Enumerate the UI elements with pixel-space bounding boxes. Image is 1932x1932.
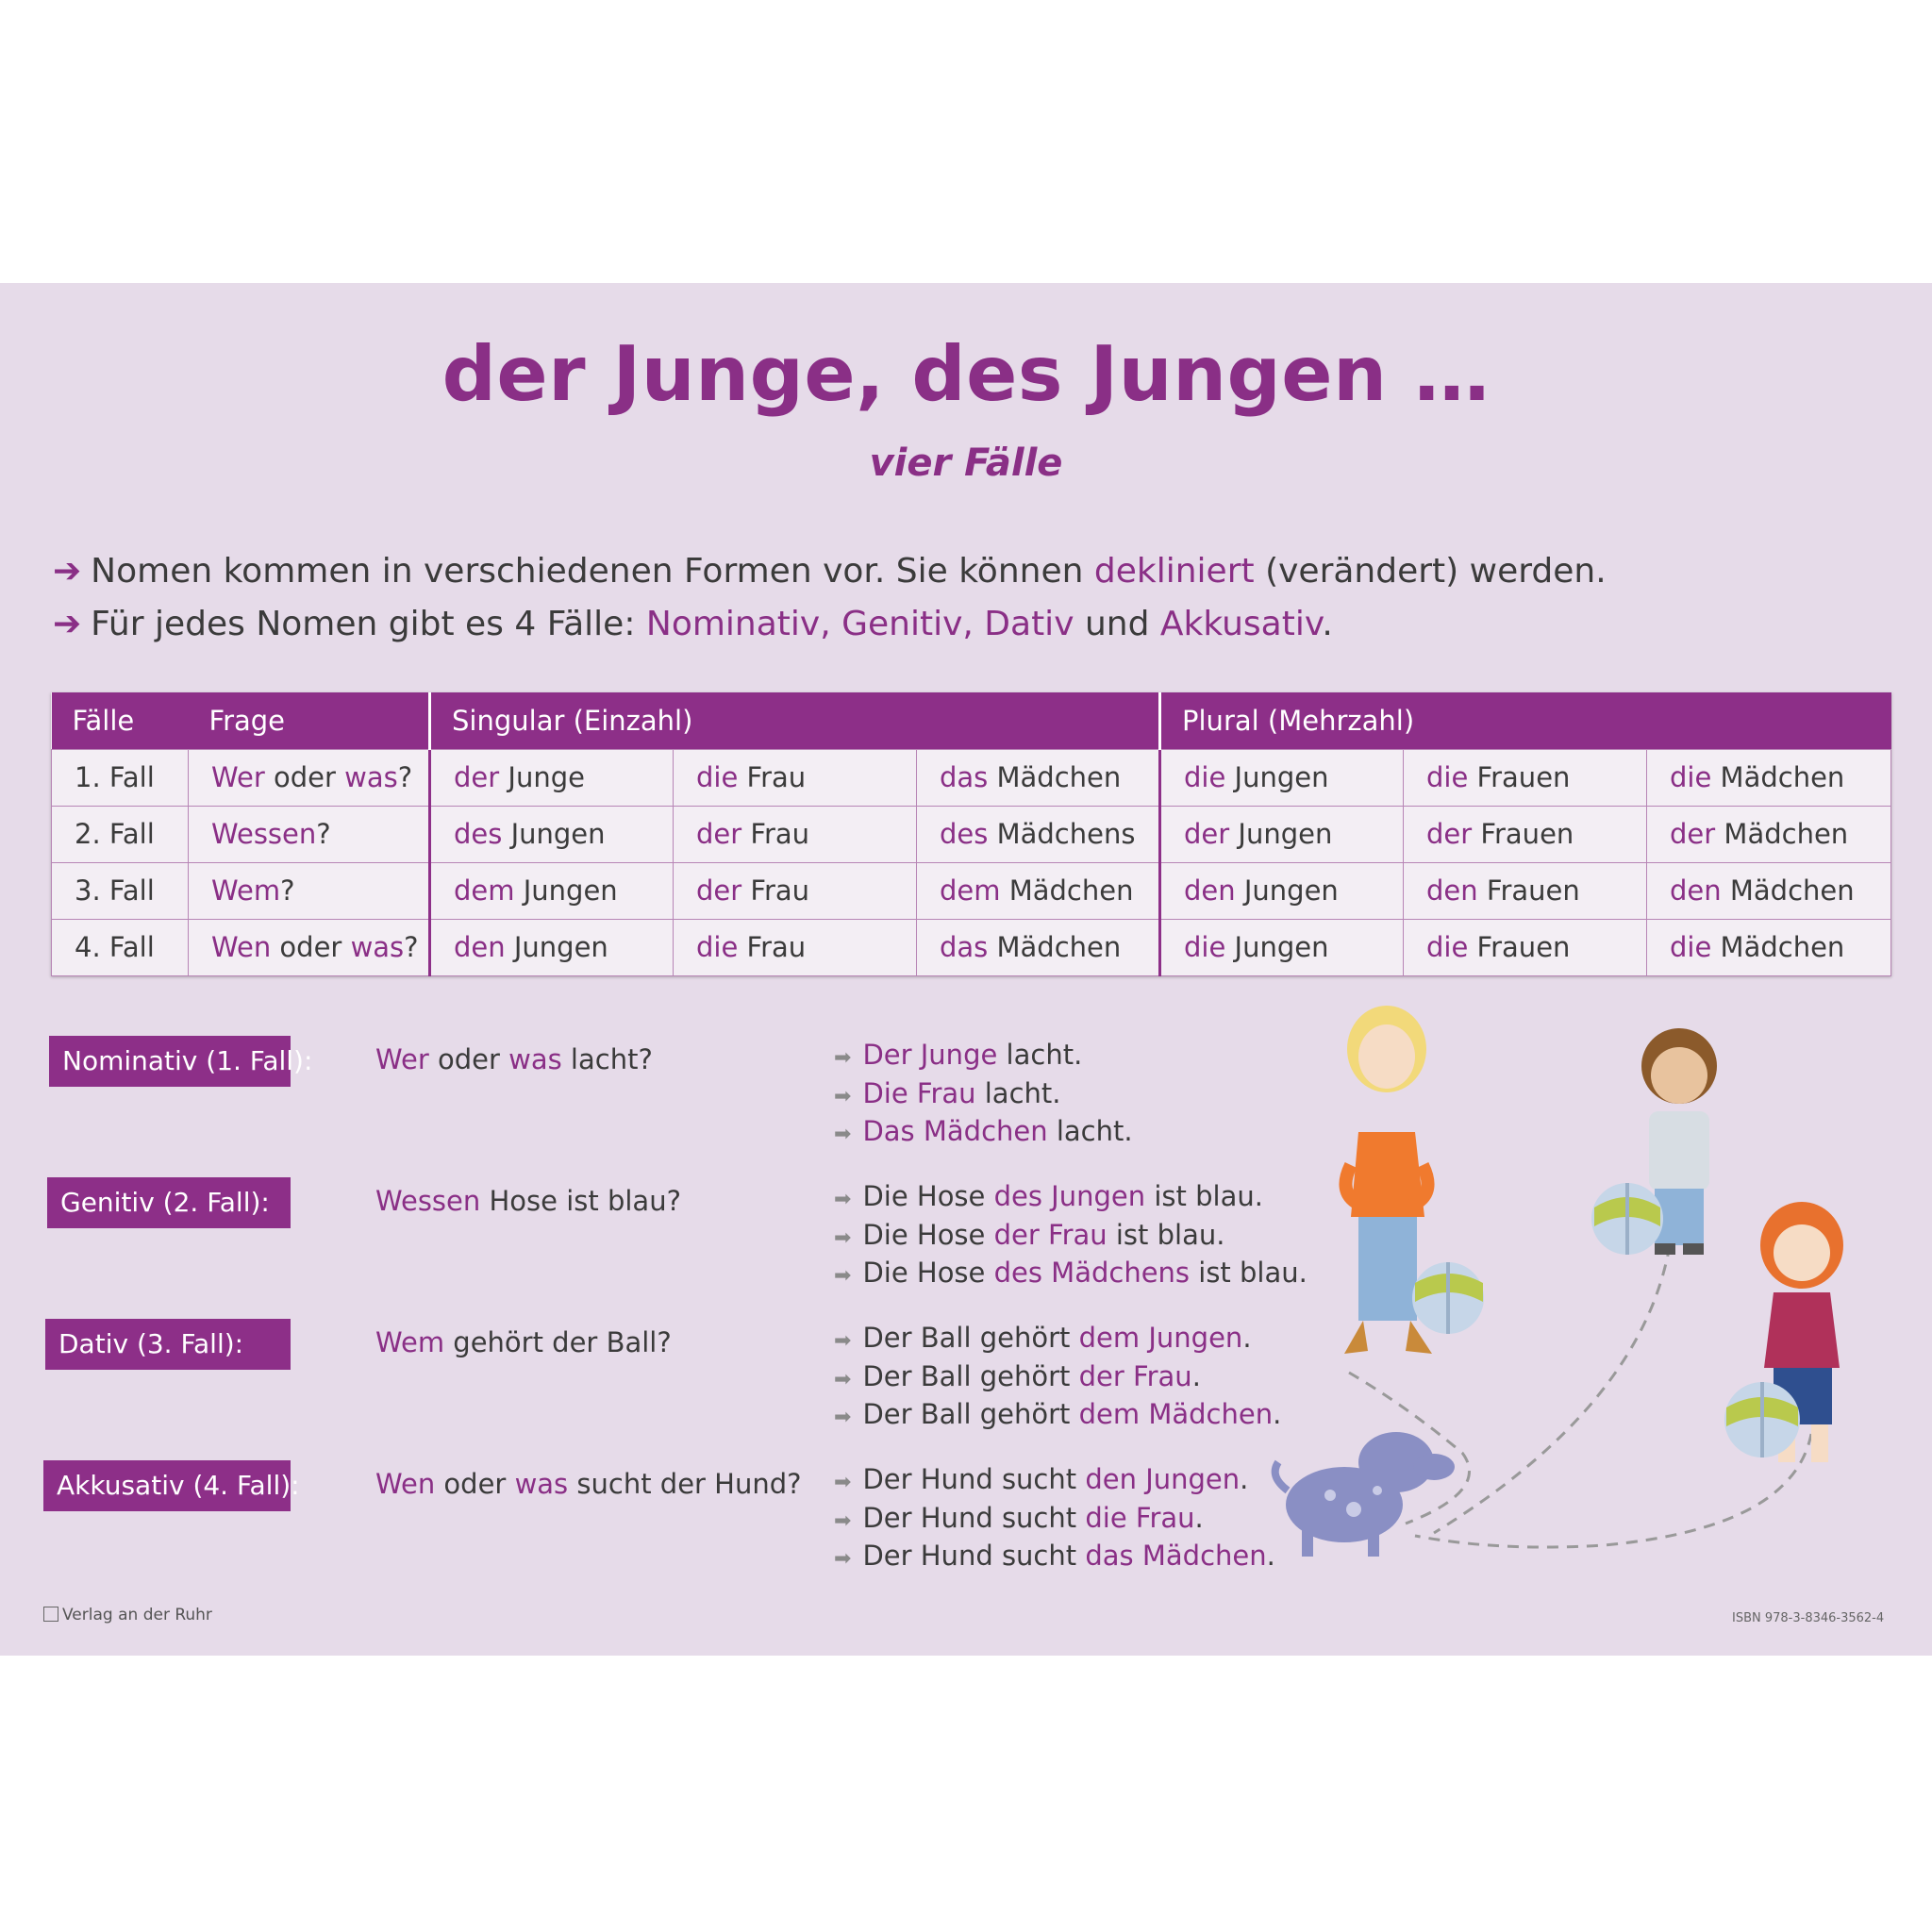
cell-plural bbox=[1647, 806, 1891, 862]
noun: Jungen bbox=[1235, 874, 1339, 907]
answer-segment: . bbox=[1240, 1463, 1249, 1495]
frage-segment: oder bbox=[264, 761, 345, 793]
answer-segment: Der Ball gehört bbox=[862, 1359, 1079, 1392]
cell-fall: 4. Fall bbox=[52, 919, 189, 975]
ball-icon bbox=[1412, 1262, 1484, 1334]
article: der bbox=[1426, 818, 1473, 850]
cell-frage bbox=[189, 806, 430, 862]
table-row bbox=[52, 806, 1891, 862]
answer-segment: dem Jungen bbox=[1078, 1322, 1243, 1354]
header-singular: Singular (Einzahl) bbox=[430, 692, 1160, 749]
answer-line bbox=[834, 1076, 1133, 1115]
article: die bbox=[1184, 931, 1226, 963]
question-segment: lacht? bbox=[561, 1043, 653, 1075]
cell-frage bbox=[189, 749, 430, 806]
cell-singular bbox=[430, 919, 674, 975]
cell-singular bbox=[674, 919, 917, 975]
case-answers bbox=[834, 1321, 1281, 1436]
article: die bbox=[1426, 761, 1469, 793]
answer-line bbox=[834, 1462, 1275, 1501]
answer-segment: den Jungen bbox=[1085, 1463, 1241, 1495]
article: des bbox=[454, 818, 503, 850]
cell-singular bbox=[674, 862, 917, 919]
article: den bbox=[1426, 874, 1478, 907]
answer-segment: Der Hund sucht bbox=[862, 1540, 1086, 1572]
cell-singular bbox=[674, 806, 917, 862]
arrow-right-icon: ➔ bbox=[53, 605, 82, 643]
page-title: der Junge, des Jungen … bbox=[441, 330, 1491, 418]
arrow-right-icon: ➡ bbox=[834, 1329, 852, 1353]
question-segment: was bbox=[508, 1043, 562, 1075]
arrow-right-icon: ➡ bbox=[834, 1264, 852, 1288]
case-label: Akkusativ (4. Fall): bbox=[43, 1460, 291, 1511]
answer-line bbox=[834, 1359, 1281, 1398]
case-answers bbox=[834, 1462, 1275, 1577]
frage-segment: Wer bbox=[211, 761, 265, 793]
cell-singular bbox=[430, 749, 674, 806]
case-label: Dativ (3. Fall): bbox=[45, 1319, 291, 1370]
cell-plural bbox=[1160, 862, 1404, 919]
article: der bbox=[696, 818, 742, 850]
isbn-footer: ISBN 978-3-8346-3562-4 bbox=[1732, 1611, 1885, 1625]
answer-line bbox=[834, 1539, 1275, 1577]
question-segment: oder bbox=[428, 1043, 509, 1075]
article: die bbox=[696, 761, 739, 793]
intro-text-part: . bbox=[1322, 605, 1333, 643]
article: der bbox=[1670, 818, 1716, 850]
frage-segment: Wen bbox=[211, 931, 272, 963]
noun: Jungen bbox=[1229, 818, 1333, 850]
frage-segment: Wessen bbox=[211, 818, 317, 850]
answer-segment: ist blau. bbox=[1107, 1218, 1225, 1251]
answer-segment: ist blau. bbox=[1190, 1257, 1307, 1289]
frage-segment: ? bbox=[397, 761, 413, 793]
answer-line bbox=[834, 1114, 1133, 1153]
cell-fall: 1. Fall bbox=[52, 749, 189, 806]
answer-segment: . bbox=[1242, 1322, 1252, 1354]
arrow-right-icon: ➡ bbox=[834, 1471, 852, 1494]
noun: Jungen bbox=[514, 874, 618, 907]
answer-segment: die Frau bbox=[1085, 1501, 1195, 1534]
question-segment: Wem bbox=[375, 1326, 445, 1358]
article: den bbox=[1184, 874, 1236, 907]
answer-segment: Der Ball gehört bbox=[862, 1398, 1079, 1430]
intro-text bbox=[53, 545, 1883, 651]
cell-plural bbox=[1404, 749, 1647, 806]
noun: Jungen bbox=[1225, 931, 1329, 963]
answer-segment: Die Frau bbox=[862, 1076, 976, 1109]
article: den bbox=[454, 931, 506, 963]
ball-icon bbox=[1724, 1382, 1800, 1457]
cell-singular bbox=[917, 806, 1160, 862]
noun: Jungen bbox=[502, 818, 606, 850]
noun: Frau bbox=[738, 761, 807, 793]
noun: Mädchen bbox=[988, 761, 1122, 793]
cell-plural bbox=[1160, 806, 1404, 862]
answer-segment: lacht. bbox=[1047, 1115, 1133, 1147]
case-label: Nominativ (1. Fall): bbox=[49, 1036, 291, 1087]
answer-segment: . bbox=[1194, 1501, 1204, 1534]
case-question bbox=[375, 1043, 653, 1075]
question-segment: Hose ist blau? bbox=[480, 1185, 681, 1217]
table-header-row bbox=[52, 692, 1891, 749]
answer-segment: Der Junge bbox=[862, 1039, 998, 1071]
question-segment: sucht der Hund? bbox=[568, 1468, 802, 1500]
noun: Frau bbox=[738, 931, 807, 963]
ball-icon bbox=[1591, 1183, 1663, 1255]
answer-segment: des Mädchens bbox=[993, 1257, 1191, 1289]
arrow-right-icon: ➔ bbox=[53, 552, 82, 591]
answer-segment: ist blau. bbox=[1145, 1180, 1263, 1212]
arrow-right-icon: ➡ bbox=[834, 1188, 852, 1211]
answer-line bbox=[834, 1179, 1307, 1218]
intro-text-part: Nomen kommen in verschiedenen Formen vor. Sie können bbox=[91, 552, 1094, 591]
frage-segment: was bbox=[350, 931, 405, 963]
article: die bbox=[1184, 761, 1226, 793]
article: des bbox=[940, 818, 989, 850]
cell-plural bbox=[1404, 806, 1647, 862]
answer-segment: des Jungen bbox=[993, 1180, 1146, 1212]
answer-segment: lacht. bbox=[975, 1076, 1061, 1109]
page-subtitle: vier Fälle bbox=[869, 441, 1063, 485]
cell-plural bbox=[1404, 919, 1647, 975]
article: die bbox=[1426, 931, 1469, 963]
question-segment: oder bbox=[435, 1468, 515, 1500]
question-segment: Wer bbox=[375, 1043, 429, 1075]
article: dem bbox=[940, 874, 1001, 907]
cell-plural bbox=[1160, 749, 1404, 806]
arrow-right-icon: ➡ bbox=[834, 1547, 852, 1571]
article: der bbox=[1184, 818, 1230, 850]
case-question bbox=[375, 1468, 802, 1500]
noun: Jungen bbox=[505, 931, 608, 963]
noun: Frauen bbox=[1477, 874, 1580, 907]
cell-singular bbox=[674, 749, 917, 806]
cell-singular bbox=[917, 919, 1160, 975]
intro-line-1 bbox=[53, 545, 1883, 598]
cell-singular bbox=[430, 806, 674, 862]
intro-highlight: Nominativ, Genitiv, Dativ bbox=[645, 605, 1074, 643]
answer-segment: lacht. bbox=[997, 1039, 1083, 1071]
arrow-right-icon: ➡ bbox=[834, 1367, 852, 1391]
cell-frage bbox=[189, 862, 430, 919]
book-icon bbox=[43, 1607, 58, 1622]
answer-line bbox=[834, 1256, 1307, 1294]
table-row bbox=[52, 919, 1891, 975]
case-label: Genitiv (2. Fall): bbox=[47, 1177, 291, 1228]
noun: Mädchen bbox=[1721, 874, 1855, 907]
poster bbox=[0, 283, 1932, 1656]
cell-fall: 2. Fall bbox=[52, 806, 189, 862]
declension-table bbox=[51, 692, 1891, 976]
noun: Frau bbox=[741, 818, 810, 850]
arrow-right-icon: ➡ bbox=[834, 1046, 852, 1070]
noun: Junge bbox=[499, 761, 585, 793]
cell-plural bbox=[1647, 919, 1891, 975]
question-segment: Wen bbox=[375, 1468, 436, 1500]
cell-fall: 3. Fall bbox=[52, 862, 189, 919]
arrow-right-icon: ➡ bbox=[834, 1225, 852, 1250]
answer-segment: Die Hose bbox=[862, 1257, 994, 1289]
intro-line-2 bbox=[53, 598, 1883, 651]
arrow-right-icon: ➡ bbox=[834, 1406, 852, 1429]
answer-line bbox=[834, 1397, 1281, 1436]
answer-segment: dem Mädchen bbox=[1078, 1398, 1274, 1430]
answer-segment: Der Hund sucht bbox=[862, 1463, 1086, 1495]
answer-segment: . bbox=[1266, 1540, 1275, 1572]
answer-segment: Der Hund sucht bbox=[862, 1501, 1086, 1534]
article: den bbox=[1670, 874, 1722, 907]
article: die bbox=[1670, 761, 1712, 793]
article: das bbox=[940, 761, 989, 793]
children-dog-illustration bbox=[1264, 1000, 1906, 1566]
answer-segment: Das Mädchen bbox=[862, 1115, 1048, 1147]
cell-singular bbox=[917, 862, 1160, 919]
question-segment: was bbox=[514, 1468, 569, 1500]
intro-text-part: und bbox=[1074, 605, 1160, 643]
arrow-right-icon: ➡ bbox=[834, 1508, 852, 1533]
frage-segment: ? bbox=[280, 874, 295, 907]
noun: Mädchen bbox=[1000, 874, 1134, 907]
question-segment: gehört der Ball? bbox=[444, 1326, 672, 1358]
cell-singular bbox=[430, 862, 674, 919]
table-row bbox=[52, 749, 1891, 806]
frage-segment: ? bbox=[316, 818, 331, 850]
case-question bbox=[375, 1326, 672, 1358]
frage-segment: ? bbox=[404, 931, 419, 963]
noun: Jungen bbox=[1225, 761, 1329, 793]
article: das bbox=[940, 931, 989, 963]
cell-plural bbox=[1647, 862, 1891, 919]
case-answers bbox=[834, 1038, 1133, 1153]
header-frage: Frage bbox=[189, 692, 430, 749]
case-question bbox=[375, 1185, 681, 1217]
intro-highlight: Akkusativ bbox=[1159, 605, 1323, 643]
noun: Mädchens bbox=[988, 818, 1136, 850]
noun: Mädchen bbox=[988, 931, 1122, 963]
answer-line bbox=[834, 1321, 1281, 1359]
frage-segment: oder bbox=[271, 931, 351, 963]
publisher-name: Verlag an der Ruhr bbox=[62, 1606, 212, 1624]
answer-segment: Der Ball gehört bbox=[862, 1322, 1079, 1354]
article: dem bbox=[454, 874, 515, 907]
frage-segment: Wem bbox=[211, 874, 281, 907]
answer-segment: der Frau bbox=[1078, 1359, 1192, 1392]
answer-segment: . bbox=[1273, 1398, 1282, 1430]
noun: Mädchen bbox=[1715, 818, 1849, 850]
answer-segment: Die Hose bbox=[862, 1180, 994, 1212]
answer-segment: das Mädchen bbox=[1085, 1540, 1267, 1572]
publisher-footer bbox=[43, 1606, 212, 1624]
noun: Mädchen bbox=[1711, 761, 1845, 793]
answer-line bbox=[834, 1501, 1275, 1540]
article: der bbox=[454, 761, 500, 793]
question-segment: Wessen bbox=[375, 1185, 481, 1217]
dog-figure bbox=[1275, 1432, 1455, 1557]
table-row bbox=[52, 862, 1891, 919]
arrow-right-icon: ➡ bbox=[834, 1084, 852, 1108]
header-faelle: Fälle bbox=[52, 692, 189, 749]
answer-segment: Die Hose bbox=[862, 1218, 994, 1251]
answer-line bbox=[834, 1038, 1133, 1076]
table-body bbox=[52, 749, 1891, 975]
cell-plural bbox=[1160, 919, 1404, 975]
noun: Frau bbox=[741, 874, 810, 907]
article: die bbox=[696, 931, 739, 963]
answer-segment: . bbox=[1191, 1359, 1201, 1392]
header-plural: Plural (Mehrzahl) bbox=[1160, 692, 1891, 749]
noun: Frauen bbox=[1472, 818, 1574, 850]
cell-frage bbox=[189, 919, 430, 975]
intro-text-part: Für jedes Nomen gibt es 4 Fälle: bbox=[91, 605, 646, 643]
article: die bbox=[1670, 931, 1712, 963]
intro-text-part: (verändert) werden. bbox=[1254, 552, 1607, 591]
case-answers bbox=[834, 1179, 1307, 1294]
answer-segment: der Frau bbox=[993, 1218, 1108, 1251]
frage-segment: was bbox=[344, 761, 398, 793]
intro-highlight: dekliniert bbox=[1093, 552, 1255, 591]
cell-plural bbox=[1647, 749, 1891, 806]
cell-singular bbox=[917, 749, 1160, 806]
answer-line bbox=[834, 1218, 1307, 1257]
noun: Frauen bbox=[1468, 931, 1571, 963]
noun: Mädchen bbox=[1711, 931, 1845, 963]
noun: Frauen bbox=[1468, 761, 1571, 793]
article: der bbox=[696, 874, 742, 907]
cell-plural bbox=[1404, 862, 1647, 919]
arrow-right-icon: ➡ bbox=[834, 1123, 852, 1146]
